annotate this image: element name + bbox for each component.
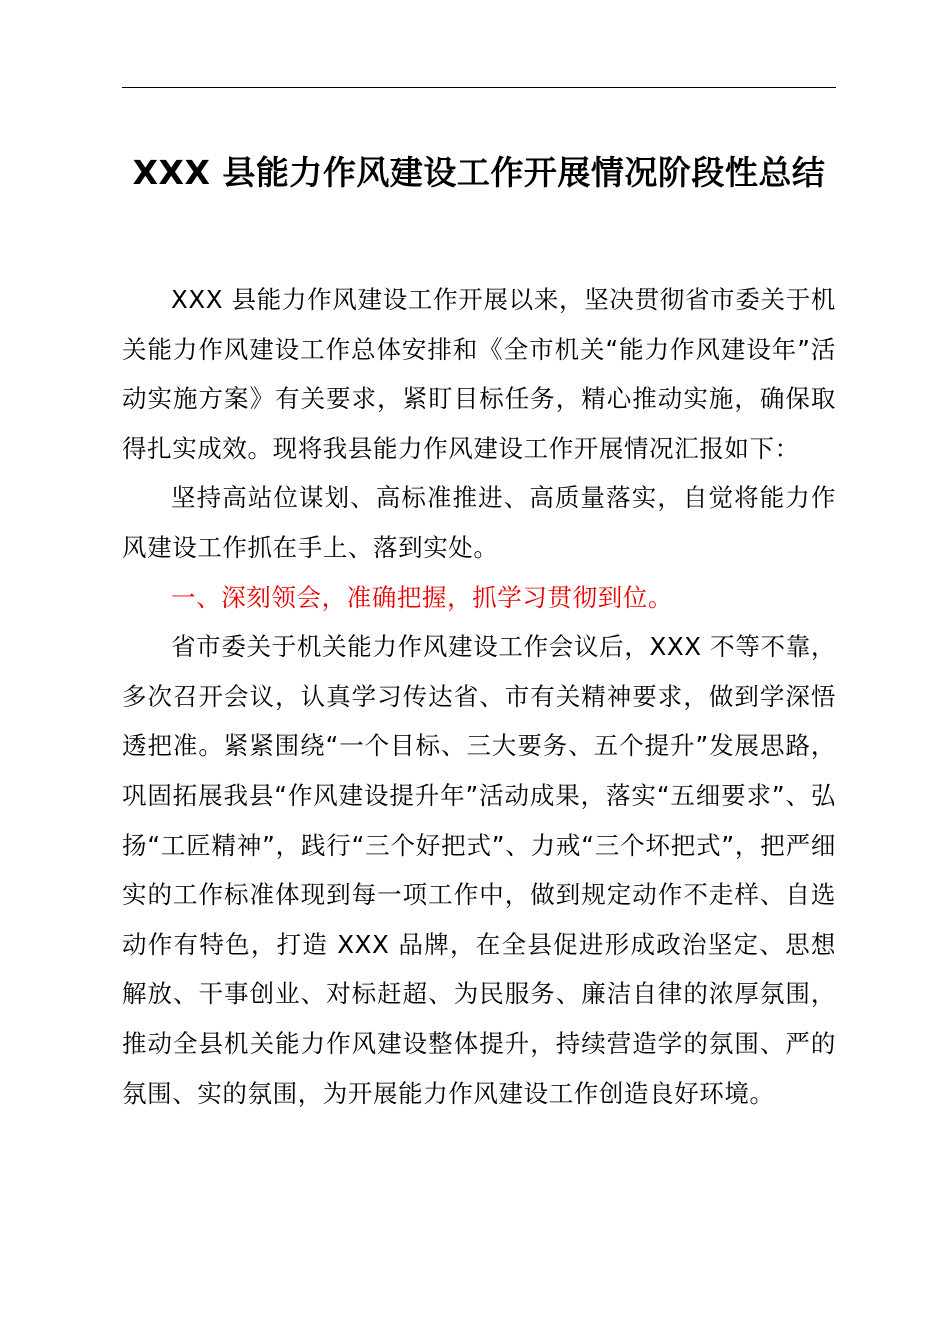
document-body [122,275,836,1118]
document-title: XXX 县能力作风建设工作开展情况阶段性总结 [132,153,826,192]
intro-paragraph: XXX 县能力作风建设工作开展以来，坚决贯彻省市委关于机关能力作风建设工作总体安排和《全市机关“能力作风建设年”活动实施方案》有关要求，紧盯目标任务，精心推动实施，确保取得扎实成效。现将我县能力作风建设工作开展情况汇报如下： [122,285,836,463]
header-rule [122,87,836,88]
summary-paragraph: 坚持高站位谋划、高标准推进、高质量落实，自觉将能力作风建设工作抓在手上、落到实处。 [122,483,836,562]
section-body-paragraph: 省市委关于机关能力作风建设工作会议后，XXX 不等不靠，多次召开会议，认真学习传达省、市有关精神要求，做到学深悟透把准。紧紧围绕“一个目标、三大要务、五个提升”发展思路，巩固拓展我县“作风建设提升年”活动成果，落实“五细要求”、弘扬“工匠精神”，践行“三个好把式”、力戒“三个坏把式”，把严细实的工作标准体现到每一项工作中，做到规定动作不走样、自选动作有特色，打造 XXX 品牌，在全县促进形成政治坚定、思想解放、干事创业、对标赶超、为民服务、廉洁自律的浓厚氛围，推动全县机关能力作风建设整体提升，持续营造学的氛围、严的氛围、实的氛围，为开展能力作风建设工作创造良好环境。 [122,632,836,1108]
section-heading: 一、深刻领会，准确把握，抓学习贯彻到位。 [171,582,673,612]
